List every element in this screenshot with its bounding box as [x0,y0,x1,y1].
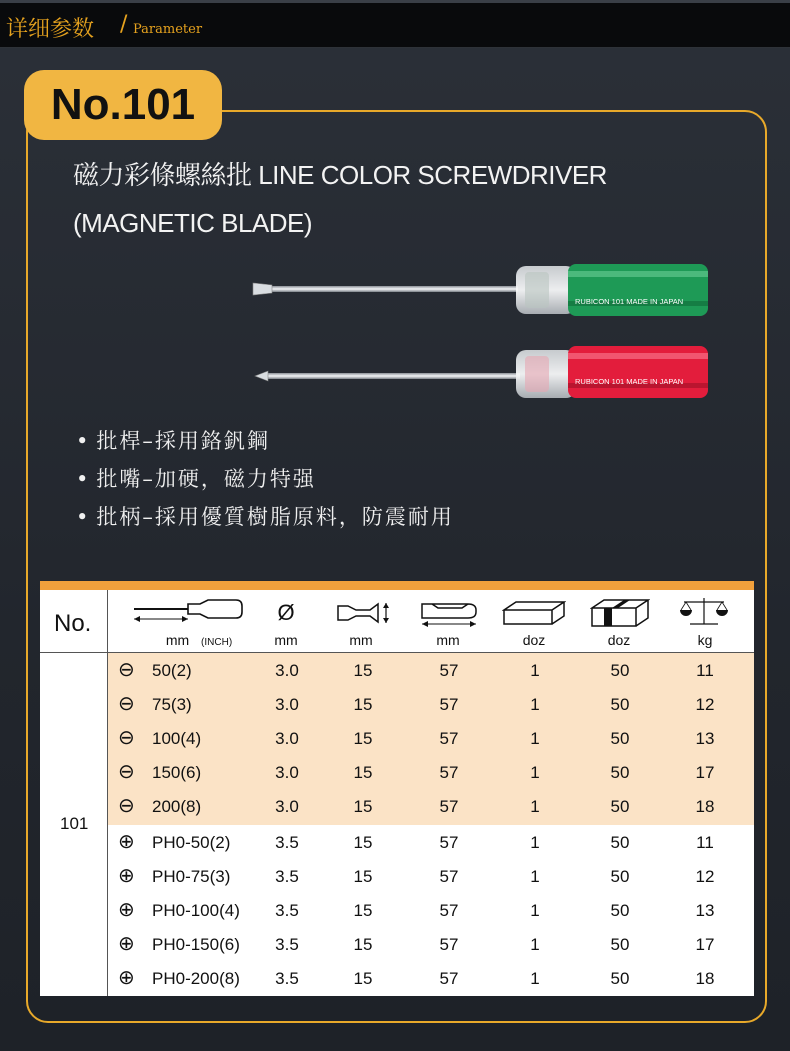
feature-item [76,464,454,502]
cell-inner: 1 [530,901,540,920]
cell-tip: 15 [353,833,373,852]
cell-tip: 15 [353,935,373,954]
header-title-en: Parameter [133,22,203,37]
feature-text: 批柄–採用優質樹脂原料，防震耐用 [96,505,454,529]
cell-tip: 15 [353,763,373,782]
cell-carton: 50 [610,935,630,954]
phillips-screwdriver-icon [255,346,708,398]
cell-spec: 50(2) [152,661,192,680]
screwdriver-images [250,258,720,398]
cell-kg: 11 [696,833,714,852]
cell-carton: 50 [610,833,630,852]
cell-handle: 57 [439,833,459,852]
table-row [108,894,754,928]
model-number: 101 [60,814,89,833]
cell-tip: 15 [353,901,373,920]
cell-spec: PH0-75(3) [152,867,231,886]
header-separator: / [120,12,128,37]
carton-box-icon [590,596,650,628]
col-no-header: No. [54,610,92,637]
cell-inner: 1 [530,661,540,680]
slotted-icon: ⊖ [118,693,135,715]
phillips-icon: ⊕ [118,967,135,989]
cell-tip: 15 [353,695,373,714]
table-header [40,590,754,653]
cell-carton: 50 [610,729,630,748]
scale-icon [678,596,730,630]
red-handle-text: RUBICON 101 MADE IN JAPAN [575,377,684,386]
cell-inner: 1 [530,729,540,748]
table-row [108,688,754,722]
bullet-icon: • [76,505,91,529]
table-row [108,654,754,688]
cell-inner: 1 [530,763,540,782]
cell-kg: 18 [695,969,715,988]
phillips-icon: ⊕ [118,899,135,921]
weight-unit: kg [697,632,713,648]
phillips-icon: ⊕ [118,933,135,955]
cell-tip: 15 [353,661,373,680]
cell-kg: 12 [695,695,715,714]
cell-handle: 57 [439,969,459,988]
cell-dia: 3.0 [275,661,299,680]
cell-handle: 57 [439,763,459,782]
cell-kg: 18 [695,797,715,816]
cell-dia: 3.5 [275,867,299,886]
cell-tip: 15 [353,797,373,816]
top-bar [0,0,790,48]
cell-inner: 1 [530,833,540,852]
feature-item [76,502,454,540]
feature-text: 批桿–採用鉻釩鋼 [96,429,270,453]
table-row [108,790,754,824]
table-row [108,826,754,860]
cell-spec: PH0-50(2) [152,833,231,852]
cell-carton: 50 [610,695,630,714]
cell-dia: 3.5 [275,901,299,920]
cell-handle: 57 [439,867,459,886]
green-handle-text: RUBICON 101 MADE IN JAPAN [575,297,684,306]
diameter-icon: Ø [277,600,295,625]
cell-handle: 57 [439,901,459,920]
cell-dia: 3.0 [275,763,299,782]
length-icon [128,596,248,622]
cell-handle: 57 [439,729,459,748]
table-row [108,928,754,962]
phillips-icon: ⊕ [118,831,135,853]
spec-table [40,581,754,996]
phillips-icon: ⊕ [118,865,135,887]
cell-carton: 50 [610,969,630,988]
feature-item [76,426,454,464]
cell-spec: 75(3) [152,695,192,714]
cell-spec: 200(8) [152,797,202,816]
cell-carton: 50 [610,763,630,782]
length-unit: mm [165,632,190,648]
slotted-screwdriver-icon [253,264,708,316]
table-row [108,756,754,790]
cell-tip: 15 [353,867,373,886]
feature-list [76,426,454,540]
cell-inner: 1 [530,695,540,714]
slotted-icon: ⊖ [118,727,135,749]
cell-spec: 150(6) [152,763,202,782]
table-row [108,962,754,996]
feature-text: 批嘴–加硬，磁力特强 [96,467,316,491]
cell-carton: 50 [610,661,630,680]
cell-inner: 1 [530,969,540,988]
slotted-icon: ⊖ [118,761,135,783]
cell-kg: 12 [695,867,715,886]
cell-tip: 15 [353,729,373,748]
cell-kg: 13 [695,901,715,920]
table-row [108,722,754,756]
cell-carton: 50 [610,797,630,816]
cell-handle: 57 [439,695,459,714]
cell-spec: PH0-150(6) [152,935,240,954]
cell-dia: 3.5 [275,935,299,954]
inner-box-icon [502,598,566,628]
cell-inner: 1 [530,935,540,954]
carton-unit: doz [607,632,631,648]
cell-kg: 13 [695,729,715,748]
length-unit-inch: (INCH) [201,637,233,648]
cell-dia: 3.0 [275,797,299,816]
bullet-icon: • [76,467,91,491]
cell-spec: PH0-200(8) [152,969,240,988]
product-title: 磁力彩條螺絲批 LINE COLOR SCREWDRIVER [73,160,607,190]
handle-unit: mm [436,632,460,648]
cell-kg: 11 [696,661,714,680]
cell-inner: 1 [530,797,540,816]
cell-kg: 17 [695,763,715,782]
header-title-cn: 详细参数 [6,17,95,42]
cell-handle: 57 [439,935,459,954]
diameter-unit: mm [274,632,298,648]
slotted-icon: ⊖ [118,659,135,681]
tip-width-icon [336,600,392,626]
cell-handle: 57 [439,661,459,680]
cell-handle: 57 [439,797,459,816]
bullet-icon: • [76,429,91,453]
table-row [108,860,754,894]
cell-inner: 1 [530,867,540,886]
cell-dia: 3.0 [275,695,299,714]
cell-carton: 50 [610,867,630,886]
cell-carton: 50 [610,901,630,920]
cell-spec: PH0-100(4) [152,901,240,920]
cell-spec: 100(4) [152,729,202,748]
cell-tip: 15 [353,969,373,988]
cell-dia: 3.5 [275,969,299,988]
slotted-icon: ⊖ [118,795,135,817]
handle-length-icon [418,598,480,628]
cell-dia: 3.0 [275,729,299,748]
product-subtitle: (MAGNETIC BLADE) [73,208,313,238]
cell-dia: 3.5 [275,833,299,852]
cell-kg: 17 [695,935,715,954]
tip-unit: mm [349,632,373,648]
inner-unit: doz [522,632,546,648]
model-badge: No.101 [24,70,222,140]
